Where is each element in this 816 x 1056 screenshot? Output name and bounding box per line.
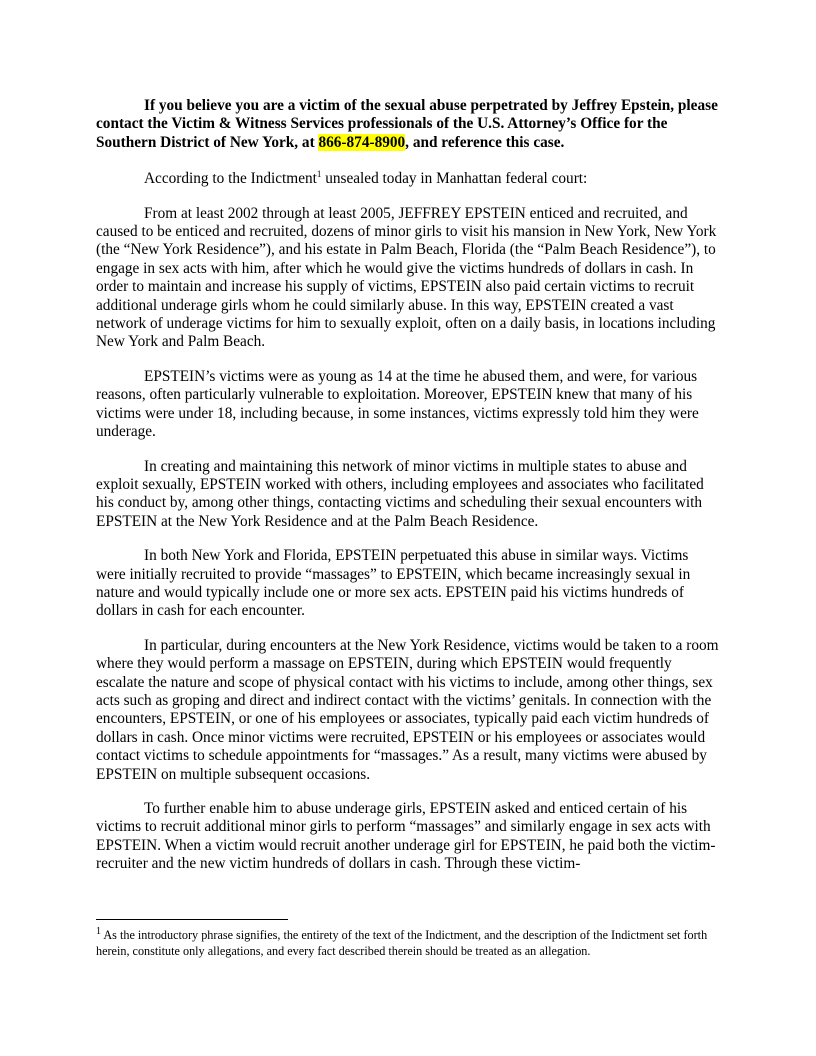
indictment-intro-text: According to the Indictment — [144, 170, 317, 188]
body-paragraph-2: EPSTEIN’s victims were as young as 14 at the time he abused them, and were, for various reasons, often particularly vulnerable to exploitation. Moreover, EPSTEIN knew that many of his victims were under 18, including because, in some instances, victims expressly told him they were underage. — [96, 367, 699, 441]
indictment-intro-paragraph — [96, 170, 720, 188]
phone-number-highlighted: 866-874-8900 — [318, 133, 406, 151]
document-body — [96, 97, 720, 890]
body-paragraph-5: In particular, during encounters at the New York Residence, victims would be taken to a room where they would perform a massage on EPSTEIN, during which EPSTEIN would frequently escalate the nature and scope of physical contact with his victims to include, among other things, sex acts such as groping and direct and indirect contact with the victims’ genitals. In connection with the encounters, EPSTEIN, or one of his employees or associates, typically paid each victim hundreds of dollars in cash. Once minor victims were recruited, EPSTEIN or his employees or associates would contact victims to schedule appointments for “massages.” As a result, many victims were abused by EPSTEIN on multiple subsequent occasions. — [96, 636, 719, 783]
footnote-separator — [96, 919, 288, 920]
footnote — [96, 927, 722, 959]
body-paragraph-1: From at least 2002 through at least 2005, JEFFREY EPSTEIN enticed and recruited, and caused to be enticed and recruited, dozens of minor girls to visit his mansion in New York, New York (the “New York Residence”), and his estate in Palm Beach, Florida (the “Palm Beach Residence”), to engage in sex acts with him, after which he would give the victims hundreds of dollars in cash. In order to maintain and increase his supply of victims, EPSTEIN also paid certain victims to recruit additional underage girls whom he could similarly abuse. In this way, EPSTEIN created a vast network of underage victims for him to sexually exploit, often on a daily basis, in locations including New York and Palm Beach. — [96, 204, 717, 351]
body-paragraph-3: In creating and maintaining this network of minor victims in multiple states to abuse and exploit sexually, EPSTEIN worked with others, including employees and associates who facilitated his conduct by, among other things, contacting victims and scheduling their sexual encounters with EPSTEIN at the New York Residence and at the Palm Beach Residence. — [96, 457, 704, 530]
victim-contact-notice — [96, 97, 720, 152]
notice-text: If you believe you are a victim of the sexual abuse perpetrated by Jeffrey Epstein, please contact the Victim & Witness Services professionals of the U.S. Attorney’s Office for the Southern District of New York, at — [96, 97, 718, 151]
body-paragraph-4: In both New York and Florida, EPSTEIN perpetuated this abuse in similar ways. Victims were initially recruited to provide “massages” to EPSTEIN, which became increasingly sexual in nature and would typically include one or more sex acts. EPSTEIN paid his victims hundreds of dollars in cash for each encounter. — [96, 547, 691, 620]
footnote-reference: 1 — [316, 169, 322, 180]
footnote-text: As the introductory phrase signifies, the entirety of the text of the Indictment, and the description of the Indictment set forth herein, constitute only allegations, and every fact described therein should be treated as an allegation. — [96, 928, 708, 958]
body-paragraph-6: To further enable him to abuse underage girls, EPSTEIN asked and enticed certain of his victims to recruit additional minor girls to perform “massages” and similarly engage in sex acts with EPSTEIN. When a victim would recruit another underage girl for EPSTEIN, he paid both the victim-recruiter and the new victim hundreds of dollars in cash. Through these victim- — [96, 800, 716, 873]
footnote-mark: 1 — [96, 925, 101, 937]
notice-text-end: , and reference this case. — [405, 133, 565, 151]
indictment-intro-text-end: unsealed today in Manhattan federal court: — [321, 170, 588, 188]
